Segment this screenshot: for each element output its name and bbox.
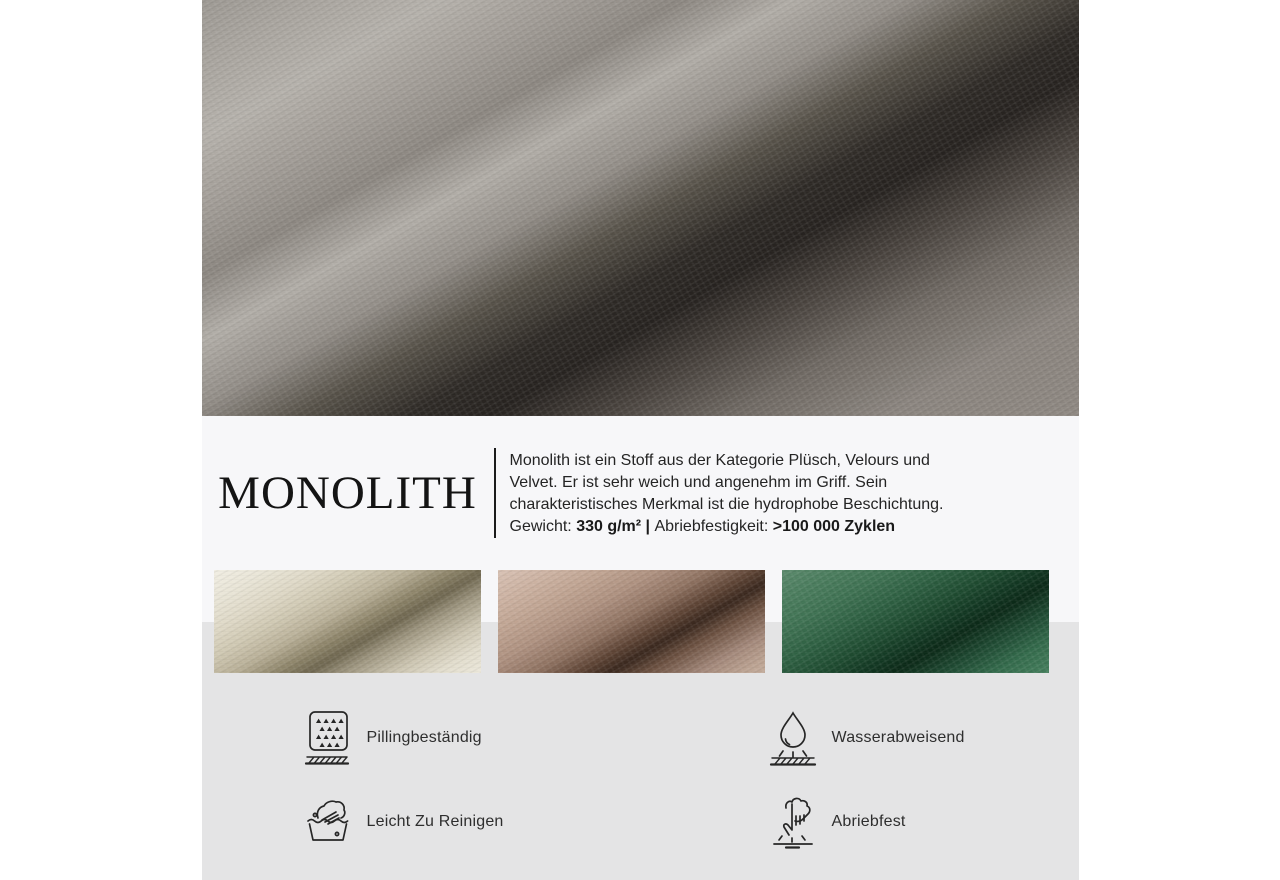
pilling-resistant-icon [304,710,352,766]
weight-label: Gewicht: [509,518,577,535]
feature-label: Leicht Zu Reinigen [366,813,504,830]
fabric-description [496,448,1056,538]
feature-pilling [202,710,667,766]
abrasion-label: Abriebfestigkeit: [654,518,773,535]
fabric-texture-overlay [782,570,1049,673]
title-box [202,448,494,538]
swatch-cream[interactable] [214,570,481,673]
swatch-row [214,570,1049,673]
swatch-green[interactable] [782,570,1049,673]
feature-label: Pillingbeständig [366,729,482,746]
description-line: Velvet. Er ist sehr weich und angenehm im Griff. Sein [509,474,888,491]
water-repellent-icon [769,710,817,766]
abrasion-resistant-icon [769,794,817,850]
fabric-texture-overlay [202,0,1079,416]
swatch-taupe[interactable] [498,570,765,673]
specs-line [510,516,1056,538]
fabric-title: MONOLITH [218,467,477,519]
abrasion-value: >100 000 Zyklen [772,518,896,535]
weight-value: 330 g/m² | [576,518,655,535]
feature-easy-clean [202,794,667,850]
feature-label: Abriebfest [831,813,906,830]
product-card [202,0,1079,880]
description-line: Monolith ist ein Stoff aus der Kategorie Plüsch, Velours und [509,452,930,469]
fabric-texture-overlay [498,570,765,673]
fabric-texture-overlay [214,570,481,673]
easy-to-clean-icon [304,794,352,850]
feature-abrasion [667,794,1079,850]
feature-label: Wasserabweisend [831,729,965,746]
hero-fabric-image [202,0,1079,416]
feature-water-repellent [667,710,1079,766]
description-line: charakteristisches Merkmal ist die hydrophobe Beschichtung. [509,496,944,513]
